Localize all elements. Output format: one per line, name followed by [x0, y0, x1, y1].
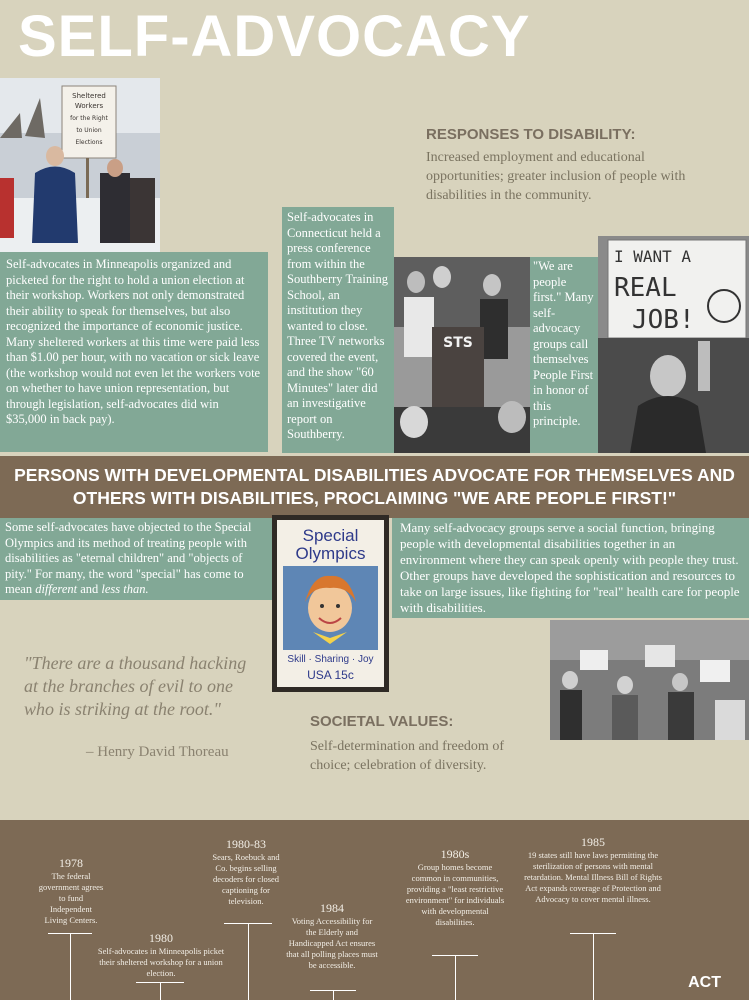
people-first-text: "We are people first." Many self-advocacy groups call themselves People First in honor of this principle.: [533, 259, 594, 428]
special-text-main: Some self-advocates have objected to the Special Olympics and its method of treating people with disabilities as "eternal children" and "objects of pity." For many, the word "special" has come to mean: [5, 520, 252, 596]
special-text-and: and: [77, 582, 102, 596]
timeline: [0, 820, 749, 1000]
timeline-year: 1985: [581, 835, 605, 849]
timeline-text: Self-advocates in Minneapolis picket their sheltered workshop for a union election.: [97, 946, 225, 978]
timeline-item-1980s: [404, 846, 506, 928]
minneapolis-text: Self-advocates in Minneapolis organized and picketed for the right to hold a union election at their workshop. Workers not only demonstrated their ability to speak for themselves, but also recognized the importance of economic justice. Many sheltered workers at this time were paid less than $1.00 per hour, with no vacation or sick leave (the workshop would not even let the workers vote on whether to have union representation, but through legislation, self-advocates did win $35,000 in back pay).: [6, 257, 261, 426]
timeline-year: 1980: [149, 931, 173, 945]
svg-text:REAL: REAL: [614, 273, 677, 303]
timeline-text: Sears, Roebuck and Co. begins selling decoders for closed captioning for television.: [212, 852, 280, 906]
stamp-title-line1: Special: [302, 526, 359, 545]
svg-text:Elections: Elections: [75, 139, 103, 146]
people-first-banner: PERSONS WITH DEVELOPMENTAL DISABILITIES ADVOCATE FOR THEMSELVES AND OTHERS WITH DISABILITIES, PROCLAIMING "WE ARE PEOPLE FIRST!": [0, 456, 749, 518]
societal-values-heading: SOCIETAL VALUES:: [310, 713, 454, 730]
timeline-item-1984: [286, 900, 378, 971]
real-job-photo: [598, 236, 749, 453]
timeline-item-1980: [96, 930, 226, 979]
connecticut-text: Self-advocates in Connecticut held a press conference from within the Southberry Training School, an institution they wanted to close. Three TV networks covered the event, and the show "60 Minutes" later did an investigative report on Southberry.: [287, 210, 389, 441]
stamp-title-line2: Olympics: [295, 544, 366, 563]
timeline-year: 1980s: [440, 847, 470, 861]
responses-text: Increased employment and educational opportunities; greater inclusion of people with disabilities in the community.: [426, 150, 686, 203]
page-title: SELF-ADVOCACY: [18, 4, 531, 69]
timeline-text: 19 states still have laws permitting the sterilization of persons with mental retardation. Mental Illness Bill of Rights Act expands coverage of Protection and Advocacy to cover mental illness.: [524, 850, 662, 904]
timeline-item-1980-83: [208, 836, 284, 907]
timeline-year: 1978: [59, 856, 83, 870]
social-function-text-box: [392, 518, 749, 618]
minneapolis-picket-photo: [0, 78, 160, 253]
stamp-child-illustration: [283, 566, 378, 650]
quote-attribution: – Henry David Thoreau: [86, 744, 229, 760]
real-job-sign-line1: I WANT A: [614, 247, 692, 266]
svg-text:for the Right: for the Right: [70, 115, 108, 122]
special-olympics-stamp: [272, 515, 389, 692]
special-text-different: different: [35, 582, 78, 596]
podium-label: STS: [443, 335, 473, 351]
press-conference-photo: [394, 257, 530, 453]
timeline-year: 1980-83: [226, 837, 266, 851]
timeline-item-1978: [38, 855, 104, 926]
connecticut-text-box: [282, 207, 394, 453]
timeline-text: Voting Accessibility for the Elderly and Handicapped Act ensures that all polling places must be accessible.: [286, 916, 378, 970]
self-advocates-group-photo: [550, 620, 749, 740]
social-function-text: Many self-advocacy groups serve a social function, bringing people with developmental disabilities together in an environment where they can speak openly with people they trust. Other groups have developed the sophistication and resources to take on large issues, like fighting for "real" health care for people with disabilities.: [400, 520, 740, 615]
act-logo: ACT: [688, 974, 721, 991]
timeline-item-1985: [522, 834, 664, 905]
special-text-less-than: less than.: [101, 582, 149, 596]
svg-text:Workers: Workers: [74, 102, 104, 110]
timeline-year: 1984: [320, 901, 344, 915]
stamp-motto: Skill · Sharing · Joy: [287, 654, 374, 665]
people-first-text-box: [530, 257, 598, 453]
picket-sign-text: Sheltered: [72, 92, 106, 100]
stamp-price: USA 15c: [307, 668, 354, 682]
special-olympics-text-box: [0, 518, 272, 600]
svg-text:to Union: to Union: [76, 127, 102, 134]
thoreau-quote: "There are a thousand hacking at the branches of evil to one who is striking at the root.": [24, 653, 247, 719]
timeline-text: Group homes become common in communities, providing a "least restrictive environment" for individuals with developmental disabilities.: [405, 862, 505, 927]
minneapolis-text-box: [0, 252, 268, 452]
responses-heading: RESPONSES TO DISABILITY:: [426, 126, 636, 143]
societal-values-text: Self-determination and freedom of choice; celebration of diversity.: [310, 739, 504, 773]
timeline-text: The federal government agrees to fund Independent Living Centers.: [38, 871, 104, 925]
svg-text:JOB!: JOB!: [632, 305, 695, 335]
